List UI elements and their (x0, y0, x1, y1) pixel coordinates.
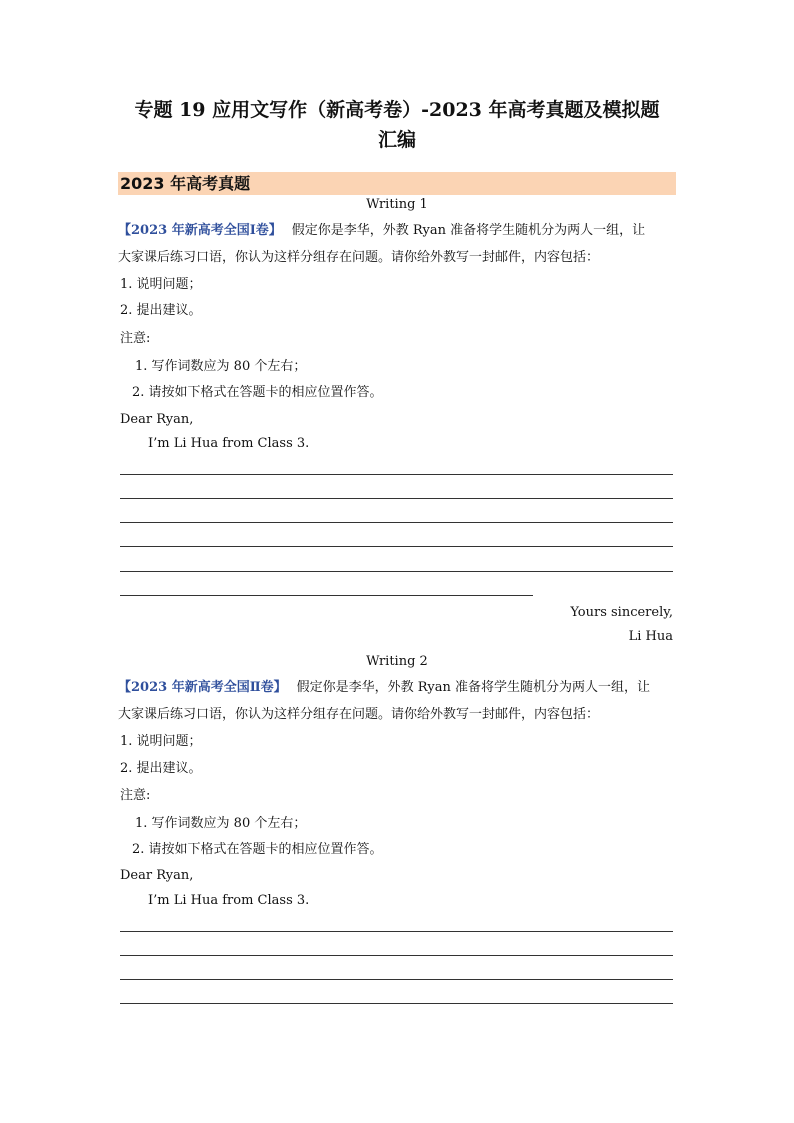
writing-1-prompt-line-1 (118, 222, 645, 240)
writing-2-prompt-line-1 (118, 679, 650, 697)
writing-2-note-label: 注意: (120, 788, 151, 803)
writing-1-prompt-line-2: 大家课后练习口语，你认为这样分组存在问题。请你给外教写一封邮件，内容包括： (118, 250, 600, 265)
writing-2-prompt-text-1: 假定你是李华，外教 Ryan 准备将学生随机分为两人一组，让 (296, 680, 650, 695)
writing-2-point-1: 1. 说明问题； (120, 734, 202, 749)
writing-1-source-tag: 【2023 年新高考全国Ⅰ卷】 (118, 223, 282, 238)
writing-1-closing: Yours sincerely, (570, 605, 673, 620)
writing-2-note-2: 2. 请按如下格式在答题卡的相应位置作答。 (132, 842, 383, 857)
document-title-line-2: 汇编 (377, 129, 416, 151)
writing-2-opening: I’m Li Hua from Class 3. (148, 893, 310, 908)
writing-1-answer-line (120, 522, 673, 523)
writing-1-answer-line (120, 498, 673, 499)
writing-1-point-1: 1. 说明问题； (120, 277, 202, 292)
writing-1-answer-line (120, 546, 673, 547)
writing-1-signature: Li Hua (628, 629, 673, 644)
writing-1-note-1: 1. 写作词数应为 80 个左右； (135, 359, 307, 374)
writing-1-answer-line (120, 571, 673, 572)
section-heading: 2023 年高考真题 (120, 174, 251, 193)
writing-2-salutation: Dear Ryan, (120, 868, 194, 883)
writing-1-answer-line (120, 474, 673, 475)
writing-2-answer-line (120, 1003, 673, 1004)
document-title-line-1: 专题 19 应用文写作（新高考卷）-2023 年高考真题及模拟题 (134, 99, 660, 121)
writing-1-prompt-text-1: 假定你是李华，外教 Ryan 准备将学生随机分为两人一组，让 (291, 223, 646, 238)
writing-2-source-tag: 【2023 年新高考全国Ⅱ卷】 (118, 680, 287, 695)
writing-1-note-2: 2. 请按如下格式在答题卡的相应位置作答。 (132, 385, 383, 400)
writing-2-answer-line (120, 955, 673, 956)
writing-1-opening: I’m Li Hua from Class 3. (148, 436, 310, 451)
writing-1-salutation: Dear Ryan, (120, 412, 194, 427)
writing-2-prompt-line-2: 大家课后练习口语，你认为这样分组存在问题。请你给外教写一封邮件，内容包括： (118, 707, 600, 722)
writing-2-answer-line (120, 931, 673, 932)
writing-1-label: Writing 1 (366, 197, 428, 212)
writing-2-note-1: 1. 写作词数应为 80 个左右； (135, 816, 307, 831)
writing-1-note-label: 注意: (120, 331, 151, 346)
writing-1-answer-line-short (120, 595, 533, 596)
writing-1-point-2: 2. 提出建议。 (120, 303, 202, 318)
writing-2-answer-line (120, 979, 673, 980)
writing-2-label: Writing 2 (366, 654, 428, 669)
writing-2-point-2: 2. 提出建议。 (120, 761, 202, 776)
section-heading-bar (118, 172, 676, 195)
